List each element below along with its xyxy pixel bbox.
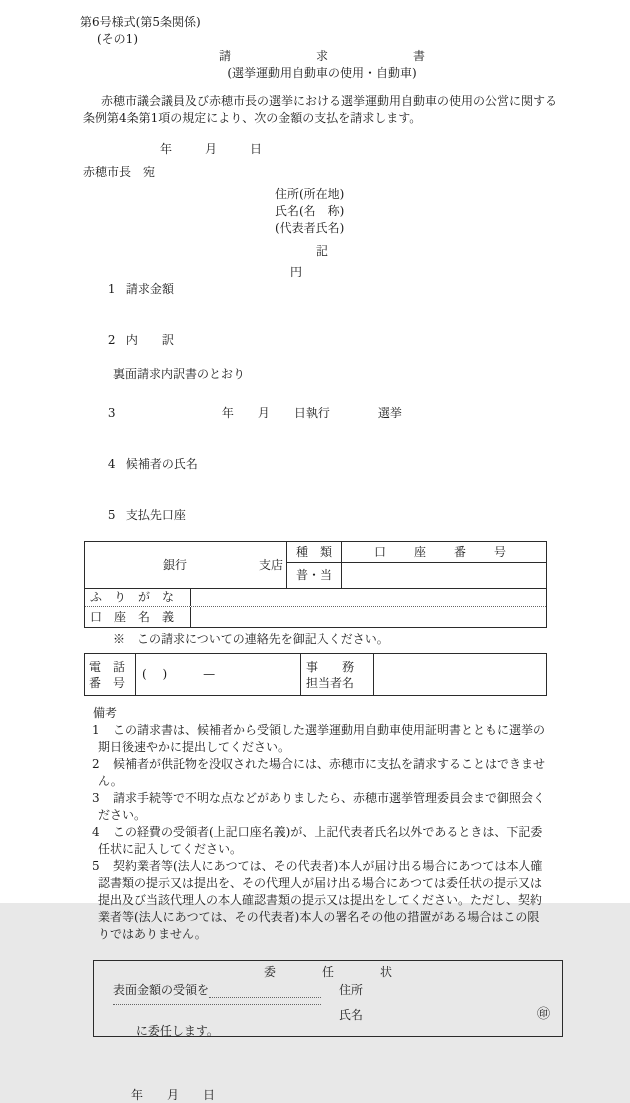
remark-note-1: [80, 722, 564, 756]
page-title: 請求書: [218, 49, 510, 63]
bank-label: 銀行: [163, 557, 188, 572]
currency-unit: 円: [290, 265, 303, 279]
remark-note-5: [80, 858, 564, 943]
phone-number-label: [85, 654, 136, 695]
remark-note-2: [80, 756, 564, 790]
note-text: 期日後速やかに提出してください。: [98, 740, 291, 754]
poa-prefix: 表面金額の受領を: [113, 983, 210, 997]
page-subtitle: (選挙運動用自動車の使用・自動車): [227, 66, 417, 80]
applicant-address-label: 住所(所在地): [275, 187, 345, 201]
bank-account-table: [84, 541, 547, 628]
note-text: ださい。: [98, 808, 147, 822]
account-type-options: 普・当: [287, 563, 342, 588]
account-number-field: [342, 563, 546, 588]
note-text: 提出及び当該代理人の本人確認書類の提示又は提出をしてください。ただし、契約: [98, 893, 543, 907]
remarks-label: 備考: [93, 706, 118, 720]
bank-row: [85, 542, 546, 588]
branch-label: 支店: [258, 557, 283, 572]
furigana-row: [85, 588, 546, 606]
item-breakdown: [85, 315, 564, 366]
bank-branch-cell: [85, 542, 287, 588]
seal-icon: ㊞: [536, 1007, 550, 1022]
account-holder-row: [85, 606, 546, 627]
account-number-header: 口 座 番 号: [373, 544, 514, 559]
poa-delegate-field: [209, 983, 321, 998]
phone-label-line1: 電 話: [89, 659, 126, 674]
item-number: 4: [107, 457, 116, 471]
breakdown-note: 裏面請求内訳書のとおり: [113, 367, 246, 381]
poa-line-2: [113, 1007, 562, 1087]
poa-suffix: に委任します。: [135, 1024, 219, 1038]
item-label: 年 月 日執行 選挙: [125, 406, 402, 420]
form-number: 第6号様式(第5条関係): [80, 15, 201, 29]
account-type-number-cell: [287, 542, 546, 588]
poa-delegate-field-line2: [113, 998, 321, 1005]
item-label: 候補者の氏名: [125, 457, 198, 471]
note-text: 候補者が供託物を没収された場合には、赤穂市に支払を請求することはできませ: [113, 757, 546, 771]
remark-note-4: [80, 824, 564, 858]
intro-line-1: 赤穂市議会議員及び赤穂市長の選挙における選挙運動用自動車の使用の公営に関する: [101, 94, 558, 108]
note-number: 5: [92, 859, 100, 873]
note-text: この請求書は、候補者から受領した選挙運動用自動車使用証明書とともに選挙の: [113, 723, 546, 737]
note-text: ん。: [98, 774, 123, 788]
item-label: 支払先口座: [125, 508, 186, 522]
date-line: 年 月 日: [160, 142, 266, 156]
note-text: りではありません。: [98, 927, 207, 941]
item-number: 5: [107, 508, 116, 522]
item-claim-amount: [85, 264, 564, 315]
poa-date-line: 年 月 日: [131, 1088, 216, 1102]
contact-note: ※ この請求についての連絡先を御記入ください。: [113, 632, 389, 646]
phone-label-line2: 番 号: [89, 675, 126, 690]
item-payee-account: [85, 490, 564, 541]
account-header-row: [287, 542, 546, 563]
note-text: 請求手続等で不明な点などがありましたら、赤穂市選挙管理委員会まで御照会く: [113, 791, 546, 805]
furigana-label: ふ り が な: [85, 589, 191, 606]
poa-title: 委任状: [263, 965, 438, 979]
applicant-name-label: 氏名(名 称): [275, 204, 345, 218]
poa-address-label: 住所: [339, 983, 364, 997]
staff-name-field: [374, 654, 546, 695]
note-number: 4: [92, 825, 100, 839]
claim-items: [80, 264, 564, 541]
item-number: 1: [107, 282, 116, 296]
note-text: 任状に記入してください。: [98, 842, 243, 856]
note-number: 3: [92, 791, 100, 805]
remark-note-3: [80, 790, 564, 824]
account-type-header: 種 類: [287, 542, 342, 562]
form-part: (その1): [97, 32, 138, 46]
note-text: 業者等(法人にあつては、その代表者)本人の署名その他の措置がある場合はこの限: [98, 910, 540, 924]
note-number: 1: [92, 723, 100, 737]
poa-name-label: 氏名: [339, 1008, 364, 1022]
remarks-section: [80, 705, 564, 943]
account-holder-label: 口 座 名 義: [85, 607, 191, 627]
item-candidate-name: [85, 439, 564, 490]
phone-number-field: ( ) —: [136, 654, 301, 695]
furigana-field: [191, 589, 546, 606]
item-election-date: [85, 388, 564, 439]
applicant-representative-label: (代表者氏名): [275, 221, 345, 235]
item-number: 3: [107, 406, 116, 420]
staff-label-line2: 担当者名: [306, 675, 355, 690]
record-mark: 記: [315, 244, 328, 258]
power-of-attorney-box: [93, 960, 563, 1102]
poa-line-1: [113, 982, 562, 998]
note-text: 契約業者等(法人にあつては、その代表者)本人が届け出る場合にあつては本人確: [113, 859, 543, 873]
item-label: 内 訳: [125, 333, 174, 347]
intro-line-2: 条例第4条第1項の規定により、次の金額の支払を請求します。: [83, 111, 422, 125]
note-number: 2: [92, 757, 100, 771]
intro-paragraph: [83, 93, 564, 127]
staff-label-line1: 事 務: [306, 659, 355, 674]
note-text: 認書類の提示又は提出を、その代理人が届け出る場合にあつては委任状の提示又は: [98, 876, 543, 890]
addressee: 赤穂市長 宛: [83, 165, 156, 179]
item-number: 2: [107, 333, 116, 347]
applicant-block: [275, 186, 564, 237]
note-text: この経費の受領者(上記口座名義)が、上記代表者氏名以外であるときは、下記委: [113, 825, 543, 839]
account-holder-field: [191, 607, 546, 627]
item-label: 請求金額: [125, 282, 174, 296]
contact-phone-table: [84, 653, 547, 696]
account-value-row: [287, 563, 546, 588]
staff-name-label: [301, 654, 374, 695]
